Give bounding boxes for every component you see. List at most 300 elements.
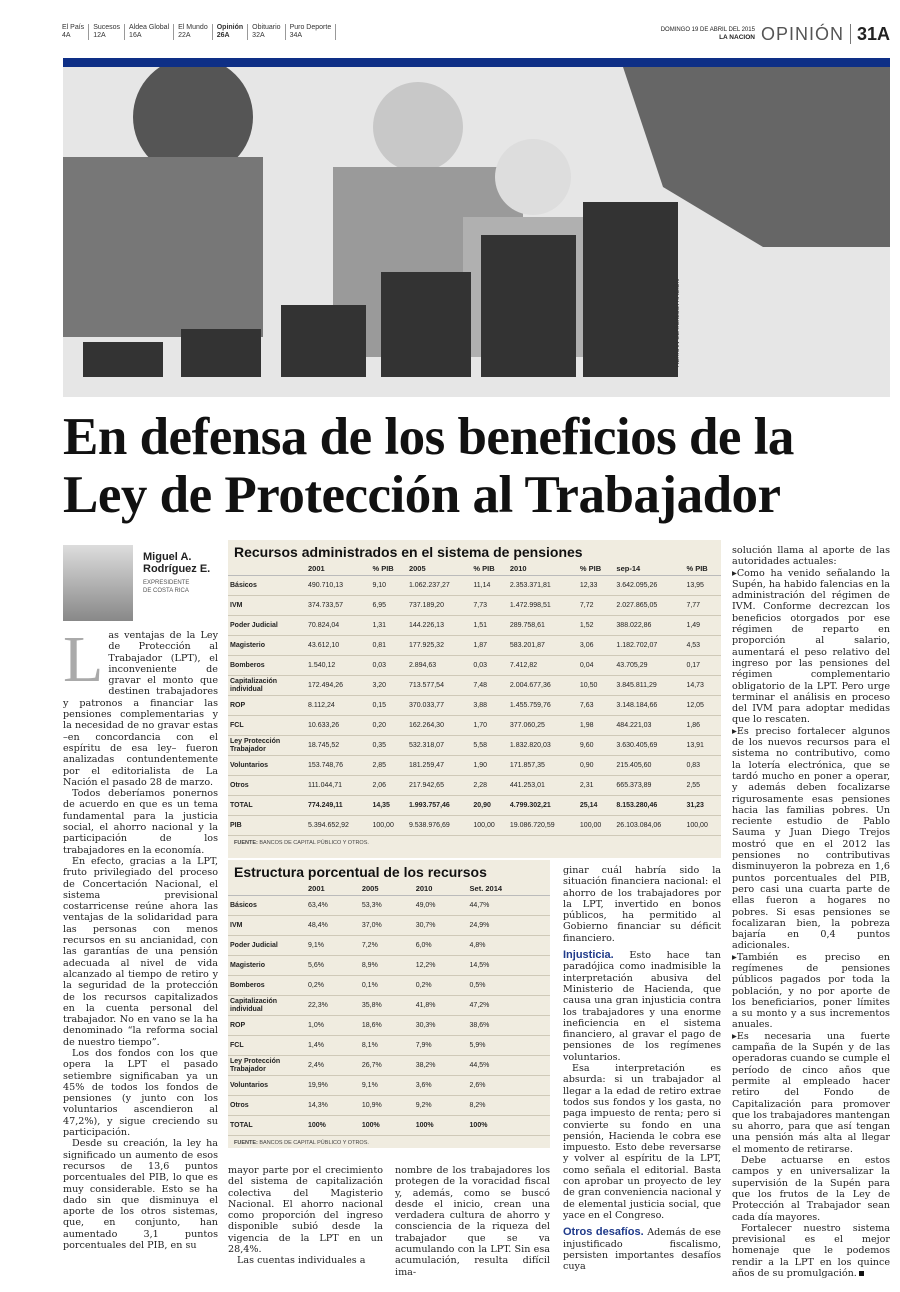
table-cell: 48,4%	[306, 916, 360, 936]
table-cell: 4.799.302,21	[508, 796, 578, 816]
headline: En defensa de los beneficios de la Ley de Protección al Trabajador	[63, 408, 794, 524]
author-role	[143, 579, 189, 595]
table-cell: 10,9%	[360, 1096, 414, 1116]
row-label: Capitalización individual	[228, 996, 306, 1016]
table-cell: 2,85	[370, 756, 407, 776]
table-cell: 44,5%	[468, 1056, 550, 1076]
section-link-page: 32A	[252, 32, 265, 39]
section-link-name: Puro Deporte	[289, 24, 332, 31]
table-cell: 737.189,20	[407, 596, 471, 616]
table-row	[228, 1036, 550, 1056]
table-cell: 26,7%	[360, 1056, 414, 1076]
paragraph: Todos deberíamos ponernos de acuerdo en que es un tema fundamental para la justicia social, el ahorro nacional y la participación de los trabajadores en la economía.	[63, 788, 218, 856]
table-cell: 3.630.405,69	[614, 736, 684, 756]
table-cell: 665.373,89	[614, 776, 684, 796]
row-label: ROP	[228, 696, 306, 716]
section-link-name: El Mundo	[178, 24, 208, 31]
table-cell: 5,9%	[468, 1036, 550, 1056]
paragraph-text: Esto hace tan paradójica como inadmisible la interpretación abusiva del Ministerio de Hacienda, que causa una gran injusticia contra los trabajadores y una enorme ineficiencia en el sistema financiero, al gravar el pago de pensiones de los regímenes voluntarios.	[563, 950, 721, 1063]
date: DOMINGO 19 DE ABRIL DEL 2015	[660, 27, 755, 33]
table-cell: 12,05	[684, 696, 721, 716]
table-cell: 0,35	[370, 736, 407, 756]
table-cell: 53,3%	[360, 896, 414, 916]
column-header: % PIB	[684, 562, 721, 576]
row-label: Básicos	[228, 896, 306, 916]
table-cell: 377.060,25	[508, 716, 578, 736]
table-cell: 13,91	[684, 736, 721, 756]
paragraph: Desde su creación, la ley ha significado un aumento de esos recursos de 13,6 puntos porcentuales del PIB, lo que es muy considerable. Esto se ha dado sin que disminuya el aporte de los otros sistemas, que, en conjunto, han aumentado 3,1 puntos porcentuales del PIB, en su	[63, 1138, 218, 1252]
table-cell: 7,63	[578, 696, 615, 716]
table-cell: 215.405,60	[614, 756, 684, 776]
table-cell: 1.472.998,51	[508, 596, 578, 616]
table-cell: 2,06	[370, 776, 407, 796]
row-label: ROP	[228, 1016, 306, 1036]
table-cell: 38,6%	[468, 1016, 550, 1036]
table-row	[228, 1076, 550, 1096]
table-source	[228, 836, 721, 850]
table-row	[228, 616, 721, 636]
table-cell: 7,2%	[360, 936, 414, 956]
table-cell: 2,31	[578, 776, 615, 796]
column-3	[395, 1165, 550, 1278]
table-cell: 63,4%	[306, 896, 360, 916]
coin-stack	[181, 329, 261, 377]
row-label: Magisterio	[228, 636, 306, 656]
coin-stack	[481, 235, 576, 377]
table-row	[228, 596, 721, 616]
section-link-page: 12A	[93, 32, 106, 39]
table-cell: 20,90	[471, 796, 508, 816]
row-label: Voluntarios	[228, 756, 306, 776]
author-role-line: EXPRESIDENTE	[143, 580, 190, 586]
table-cell: 1,87	[471, 636, 508, 656]
table-row	[228, 696, 721, 716]
table-cell: 26.103.084,06	[614, 816, 684, 836]
table-cell: 172.494,26	[306, 676, 370, 696]
blue-rule	[63, 58, 890, 67]
table-cell: 9,2%	[414, 1096, 468, 1116]
author-last-name: Rodríguez E.	[143, 563, 211, 575]
date-line	[661, 26, 755, 42]
table-cell: 25,14	[578, 796, 615, 816]
drop-cap: L	[63, 623, 104, 696]
section-link-page: 26A	[216, 32, 230, 39]
table-cell: 3,20	[370, 676, 407, 696]
closing-text: Fortalecer nuestro sistema previsional es el mejor homenaje que le podemos rendir a la LPT en los quince años de su promulgación.	[732, 1222, 890, 1279]
section-link[interactable]	[125, 24, 174, 40]
table-cell: 1.832.820,03	[508, 736, 578, 756]
table-row	[228, 956, 550, 976]
table-cell: 9,10	[370, 576, 407, 596]
paragraph: mayor parte por el crecimiento del sistema de capitalización colectiva del Magisterio Nacional. El ahorro nacional como proporción del ingreso disponible subió desde la vigencia de la LPT en un 28,4%.	[228, 1165, 383, 1256]
row-label: Ley Protección Trabajador	[228, 1056, 306, 1076]
table-cell: 100%	[360, 1116, 414, 1136]
table-row	[228, 736, 721, 756]
table-cell: 388.022,86	[614, 616, 684, 636]
table-cell: 1,49	[684, 616, 721, 636]
table-cell: 0,81	[370, 636, 407, 656]
table-cell: 2,55	[684, 776, 721, 796]
paper-name: LA NACION	[719, 34, 755, 41]
section-link[interactable]	[286, 24, 337, 40]
row-label: TOTAL	[228, 796, 306, 816]
table-cell: 8.112,24	[306, 696, 370, 716]
table-cell: 0,17	[684, 656, 721, 676]
column-1	[63, 623, 218, 1252]
table-cell: 8,2%	[468, 1096, 550, 1116]
table-cell: 7,48	[471, 676, 508, 696]
table-cell: 100%	[306, 1116, 360, 1136]
author-name	[143, 551, 210, 575]
column-header: 2001	[306, 562, 370, 576]
paragraph: nombre de los trabajadores los protegen de la voracidad fiscal y, además, como se buscó desde el inicio, crean una verdadera cultura de ahorro y consciencia de la riqueza del trabajador que se va acumulando con la LPT. Sin esa acumulación, resulta difícil ima-	[395, 1165, 550, 1278]
column-header: % PIB	[370, 562, 407, 576]
section-link[interactable]	[213, 24, 248, 40]
section-link-name: Opinión	[216, 24, 244, 31]
row-label: Otros	[228, 1096, 306, 1116]
paragraph: Esa interpretación es absurda: si un trabajador al llegar a la edad de retiro extrae todos sus fondos y los gasta, no paga impuesto de renta; pero si convierte su fondo en una pensión, Hacienda le cobra ese impuesto. Esto debe reversarse y volver al espíritu de la LPT, como señala el editorial. Basta con aprobar un proyecto de ley de gran conveniencia nacional y de elemental justicia social, que yace en el Congreso.	[563, 1063, 721, 1221]
section-nav	[58, 24, 890, 50]
page-number: 31A	[850, 24, 890, 44]
table-cell: 370.033,77	[407, 696, 471, 716]
table-title: Recursos administrados en el sistema de pensiones	[234, 544, 583, 560]
subhead-paragraph	[563, 950, 721, 1063]
bullet-paragraph: ▸Es preciso fortalecer algunos de los nuevos recursos para el sistema no contributivo, como la lotería electrónica, que se tardó mucho en poner a operar, y además deben focalizarse rigurosamente esas pensiones hacia las familias pobres. Un reciente estudio de Pablo Sauma y Juan Diego Trejos mostró que en el 2012 las pensiones no contributivas disminuyeron la pobreza en 1,6 puntos porcentuales del PIB, pero casi una cuarta parte de ellas fueron a hogares no pobres. Si esas pensiones se focalizaran bien, la pobreza bajaría en 0,4 puntos adicionales.	[732, 725, 890, 952]
table-row	[228, 1096, 550, 1116]
table-cell: 217.942,65	[407, 776, 471, 796]
column-5	[732, 545, 890, 1279]
table-cell: 24,9%	[468, 916, 550, 936]
section-link-page: 16A	[129, 32, 142, 39]
table-cell: 441.253,01	[508, 776, 578, 796]
table-cell: 1,51	[471, 616, 508, 636]
table-estructura	[228, 860, 550, 1148]
row-label: Poder Judicial	[228, 936, 306, 956]
table-cell: 11,14	[471, 576, 508, 596]
column-header: 2010	[508, 562, 578, 576]
row-label: Básicos	[228, 576, 306, 596]
table-cell: 3,06	[578, 636, 615, 656]
paragraph-text: Además de ese injustificado fiscalismo, persisten importantes desafíos cuya	[563, 1227, 721, 1273]
table-cell: 100,00	[471, 816, 508, 836]
table-cell: 38,2%	[414, 1056, 468, 1076]
bullet-paragraph: ▸También es preciso en regímenes de pensiones públicos pagados por toda la población, y no por aporte de los beneficiarios, poner límites a su monto y a sus incrementos anuales.	[732, 951, 890, 1031]
table-row	[228, 916, 550, 936]
table-cell: 35,8%	[360, 996, 414, 1016]
table-cell: 583.201,87	[508, 636, 578, 656]
table-cell: 2.894,63	[407, 656, 471, 676]
row-label: TOTAL	[228, 1116, 306, 1136]
section-link-name: Aldea Global	[129, 24, 170, 31]
table-header-row	[228, 882, 550, 896]
paragraph: Las cuentas individuales a	[237, 1255, 366, 1267]
table-cell: 1,70	[471, 716, 508, 736]
table-cell: 3.845.811,29	[614, 676, 684, 696]
table-row	[228, 1056, 550, 1076]
table-row	[228, 1016, 550, 1036]
author-first-name: Miguel A.	[143, 551, 192, 563]
table-row	[228, 756, 721, 776]
table-cell: 5,6%	[306, 956, 360, 976]
section-name: OPINIÓN	[760, 24, 844, 44]
table-cell: 43.705,29	[614, 656, 684, 676]
illustration-coins-hand	[63, 67, 890, 397]
coin-stack	[281, 305, 366, 377]
section-link-name: Obituario	[252, 24, 281, 31]
table-cell: 1,52	[578, 616, 615, 636]
paragraph: Los dos fondos con los que opera la LPT el pasado setiembre significaban ya un 45% de todos los fondos de pensiones (y junto con los voluntarios ascendieron al 47,2%), y sigue creciendo su participación.	[63, 1047, 218, 1139]
table-row	[228, 776, 721, 796]
table-cell: 162.264,30	[407, 716, 471, 736]
table-cell: 12,2%	[414, 956, 468, 976]
table-cell: 37,0%	[360, 916, 414, 936]
table-title: Estructura porcentual de los recursos	[234, 864, 487, 880]
paragraph: En efecto, gracias a la LPT, fruto privilegiado del proceso de Concertación Nacional, el sistema previsional costarricense reúne ahora las ventajas de la solidaridad para las personas con menos recursos en su ancianidad, con las garantías de una pensión adecuada al nivel de vida alcanzado al tiempo de retiro y la seguridad de la protección de los recursos capitalizados en la cuenta personal del trabajador. No en vano se la ha denominado “la reforma social de nuestro tiempo”.	[63, 855, 218, 1048]
table-row	[228, 936, 550, 956]
table-row	[228, 896, 550, 916]
table-cell: 0,5%	[468, 976, 550, 996]
section-link-name: El País	[62, 24, 85, 31]
table-cell: 1.062.237,27	[407, 576, 471, 596]
row-label: Otros	[228, 776, 306, 796]
table-cell: 181.259,47	[407, 756, 471, 776]
table-cell: 22,3%	[306, 996, 360, 1016]
paragraph: solución llama al aporte de las autoridades actuales:	[732, 545, 890, 568]
section-link-name: Sucesos	[93, 24, 121, 31]
table-cell: 43.612,10	[306, 636, 370, 656]
table-cell: 0,90	[578, 756, 615, 776]
table-cell: 0,20	[370, 716, 407, 736]
table-cell: 10.633,26	[306, 716, 370, 736]
source-label: FUENTE:	[234, 840, 258, 846]
section-link[interactable]	[248, 24, 285, 40]
table-cell: 13,95	[684, 576, 721, 596]
table-cell: 1.182.702,07	[614, 636, 684, 656]
table-row	[228, 576, 721, 596]
column-header	[228, 562, 306, 576]
row-label: Voluntarios	[228, 1076, 306, 1096]
table-cell: 5,58	[471, 736, 508, 756]
table-cell: 2.353.371,81	[508, 576, 578, 596]
table-cell: 9,1%	[360, 1076, 414, 1096]
column-header: 2010	[414, 882, 468, 896]
table-cell: 0,2%	[414, 976, 468, 996]
table-cell: 30,3%	[414, 1016, 468, 1036]
table-row	[228, 996, 550, 1016]
table-cell: 7,77	[684, 596, 721, 616]
bullet-paragraph: ▸Como ha venido señalando la Supén, ha habido falencias en la administración del régimen de IVM. Conforme decrezcan los beneficios otorgados por ese régimen de reparto en proporción al salario, aumentará el peso relativo del ingreso por las pensiones del régimen complementario obligatorio de la LPT. Pero urge terminar el análisis en proceso del IVM para adoptar medidas que lo rescaten.	[732, 567, 890, 726]
column-header: % PIB	[471, 562, 508, 576]
source-text: BANCOS DE CAPITAL PÚBLICO Y OTROS.	[259, 1140, 369, 1146]
table-cell: 8.153.280,46	[614, 796, 684, 816]
table-cell: 3,88	[471, 696, 508, 716]
table-cell: 1,31	[370, 616, 407, 636]
row-label: Bomberos	[228, 976, 306, 996]
table-cell: 289.758,61	[508, 616, 578, 636]
table-cell: 6,95	[370, 596, 407, 616]
table-cell: 0,03	[471, 656, 508, 676]
table-cell: 1,0%	[306, 1016, 360, 1036]
subhead-paragraph	[563, 1227, 721, 1272]
table-cell: 0,04	[578, 656, 615, 676]
table-cell: 1.993.757,46	[407, 796, 471, 816]
table-cell: 374.733,57	[306, 596, 370, 616]
table-cell: 2.004.677,36	[508, 676, 578, 696]
table-cell: 14,3%	[306, 1096, 360, 1116]
table-cell: 153.748,76	[306, 756, 370, 776]
subhead: Injusticia.	[563, 949, 614, 962]
table-cell: 8,1%	[360, 1036, 414, 1056]
lead-text: as ventajas de la Ley de Protección al Trabajador (LPT), el inconveniente de gravar el monto que destinen trabajadores y patronos a financiar las pensiones complementarias y la necesidad de no gravar estas –en concordancia con el espíritu de esa ley– fueron analizadas contundentemente por el editorialista de La Nación el pasado 28 de marzo.	[63, 630, 218, 788]
table-row	[228, 656, 721, 676]
source-text: BANCOS DE CAPITAL PÚBLICO Y OTROS.	[259, 840, 369, 846]
end-mark	[859, 1271, 864, 1276]
table-cell: 0,03	[370, 656, 407, 676]
table-cell: 774.249,11	[306, 796, 370, 816]
table-cell: 0,83	[684, 756, 721, 776]
table-header-row	[228, 562, 721, 576]
table-cell: 100%	[468, 1116, 550, 1136]
row-label: PIB	[228, 816, 306, 836]
table-cell: 44,7%	[468, 896, 550, 916]
section-link[interactable]	[58, 24, 89, 40]
table-cell: 100%	[414, 1116, 468, 1136]
table-row	[228, 976, 550, 996]
table-cell: 2,28	[471, 776, 508, 796]
section-link-page: 4A	[62, 32, 71, 39]
column-header	[228, 882, 306, 896]
table-cell: 47,2%	[468, 996, 550, 1016]
table-cell: 30,7%	[414, 916, 468, 936]
table-cell: 9,60	[578, 736, 615, 756]
column-4	[563, 865, 721, 1272]
closing-paragraph	[732, 1223, 890, 1279]
table-cell: 9.538.976,69	[407, 816, 471, 836]
table-row	[228, 796, 721, 816]
table-cell: 14,73	[684, 676, 721, 696]
column-header: % PIB	[578, 562, 615, 576]
table-cell: 19.086.720,59	[508, 816, 578, 836]
table-row	[228, 676, 721, 696]
table-cell: 0,1%	[360, 976, 414, 996]
table-cell: 70.824,04	[306, 616, 370, 636]
table-cell: 31,23	[684, 796, 721, 816]
table-cell: 2.027.865,05	[614, 596, 684, 616]
lead-paragraph	[63, 623, 218, 788]
table-estructura-grid	[228, 882, 550, 1136]
table-cell: 1.540,12	[306, 656, 370, 676]
table-cell: 19,9%	[306, 1076, 360, 1096]
row-label: Magisterio	[228, 956, 306, 976]
table-recursos	[228, 540, 721, 858]
coin-stack	[583, 202, 678, 377]
column-2	[228, 1165, 383, 1267]
figure-head-center	[373, 82, 463, 172]
table-cell: 100,00	[370, 816, 407, 836]
table-cell: 7,9%	[414, 1036, 468, 1056]
table-cell: 171.857,35	[508, 756, 578, 776]
column-header: 2005	[360, 882, 414, 896]
section-link[interactable]	[174, 24, 213, 40]
table-cell: 484.221,03	[614, 716, 684, 736]
column-header: sep-14	[614, 562, 684, 576]
table-row	[228, 636, 721, 656]
table-row	[228, 816, 721, 836]
column-header: 2005	[407, 562, 471, 576]
illustration-svg	[63, 67, 890, 397]
figure-head-right	[495, 139, 571, 215]
table-cell: 3.642.095,26	[614, 576, 684, 596]
row-label: Ley Protección Trabajador	[228, 736, 306, 756]
table-cell: 0,15	[370, 696, 407, 716]
subhead: Otros desafíos.	[563, 1226, 644, 1239]
row-label: IVM	[228, 596, 306, 616]
row-label: Poder Judicial	[228, 616, 306, 636]
table-cell: 10,50	[578, 676, 615, 696]
table-cell: 7,73	[471, 596, 508, 616]
table-cell: 3.148.184,66	[614, 696, 684, 716]
table-cell: 14,35	[370, 796, 407, 816]
table-cell: 5.394.652,92	[306, 816, 370, 836]
table-cell: 4,53	[684, 636, 721, 656]
table-cell: 12,33	[578, 576, 615, 596]
paragraph: Debe actuarse en estos campos y en universalizar la supervisión de la Supén para que los frutos de la Ley de Protección al Trabajador sean cada día mayores.	[732, 1155, 890, 1223]
table-source	[228, 1136, 550, 1150]
table-cell: 4,8%	[468, 936, 550, 956]
table-cell: 144.226,13	[407, 616, 471, 636]
table-cell: 6,0%	[414, 936, 468, 956]
source-label: FUENTE:	[234, 1140, 258, 1146]
figure-body-left	[63, 157, 263, 337]
table-cell: 0,2%	[306, 976, 360, 996]
section-link-page: 22A	[178, 32, 191, 39]
author-role-line: DE COSTA RICA	[143, 588, 189, 594]
table-cell: 7,72	[578, 596, 615, 616]
table-cell: 14,5%	[468, 956, 550, 976]
table-cell: 1,98	[578, 716, 615, 736]
table-cell: 532.318,07	[407, 736, 471, 756]
table-cell: 1.455.759,76	[508, 696, 578, 716]
table-cell: 3,6%	[414, 1076, 468, 1096]
row-label: FCL	[228, 1036, 306, 1056]
table-cell: 8,9%	[360, 956, 414, 976]
row-label: IVM	[228, 916, 306, 936]
table-cell: 18,6%	[360, 1016, 414, 1036]
table-cell: 2,6%	[468, 1076, 550, 1096]
column-header: Set. 2014	[468, 882, 550, 896]
table-cell: 111.044,71	[306, 776, 370, 796]
table-cell: 490.710,13	[306, 576, 370, 596]
row-label: Bomberos	[228, 656, 306, 676]
table-cell: 1,90	[471, 756, 508, 776]
coin-stack	[83, 342, 163, 377]
table-cell: 1,86	[684, 716, 721, 736]
table-cell: 49,0%	[414, 896, 468, 916]
table-recursos-grid	[228, 562, 721, 836]
table-row	[228, 1116, 550, 1136]
author-byline	[63, 545, 223, 623]
section-link-page: 34A	[289, 32, 303, 39]
bullet-paragraph: ▸Es necesaria una fuerte campaña de la Supén y de las operadoras cuando se cumple el período de cinco años que permite al empleado hacer retiro del Fondo de Capitalización para promover que los trabajadores mantengan su ahorro, para que así tengan una pensión más alta al llegar el momento de retirarse.	[732, 1030, 890, 1155]
table-cell: 177.925,32	[407, 636, 471, 656]
coin-stack	[381, 272, 471, 377]
author-photo	[63, 545, 133, 621]
section-link[interactable]	[89, 24, 125, 40]
table-cell: 18.745,52	[306, 736, 370, 756]
table-cell: 41,8%	[414, 996, 468, 1016]
row-label: Capitalización individual	[228, 676, 306, 696]
photo-credit: HERNÁN ULATE/ILUSTRACIÓN	[675, 279, 681, 367]
